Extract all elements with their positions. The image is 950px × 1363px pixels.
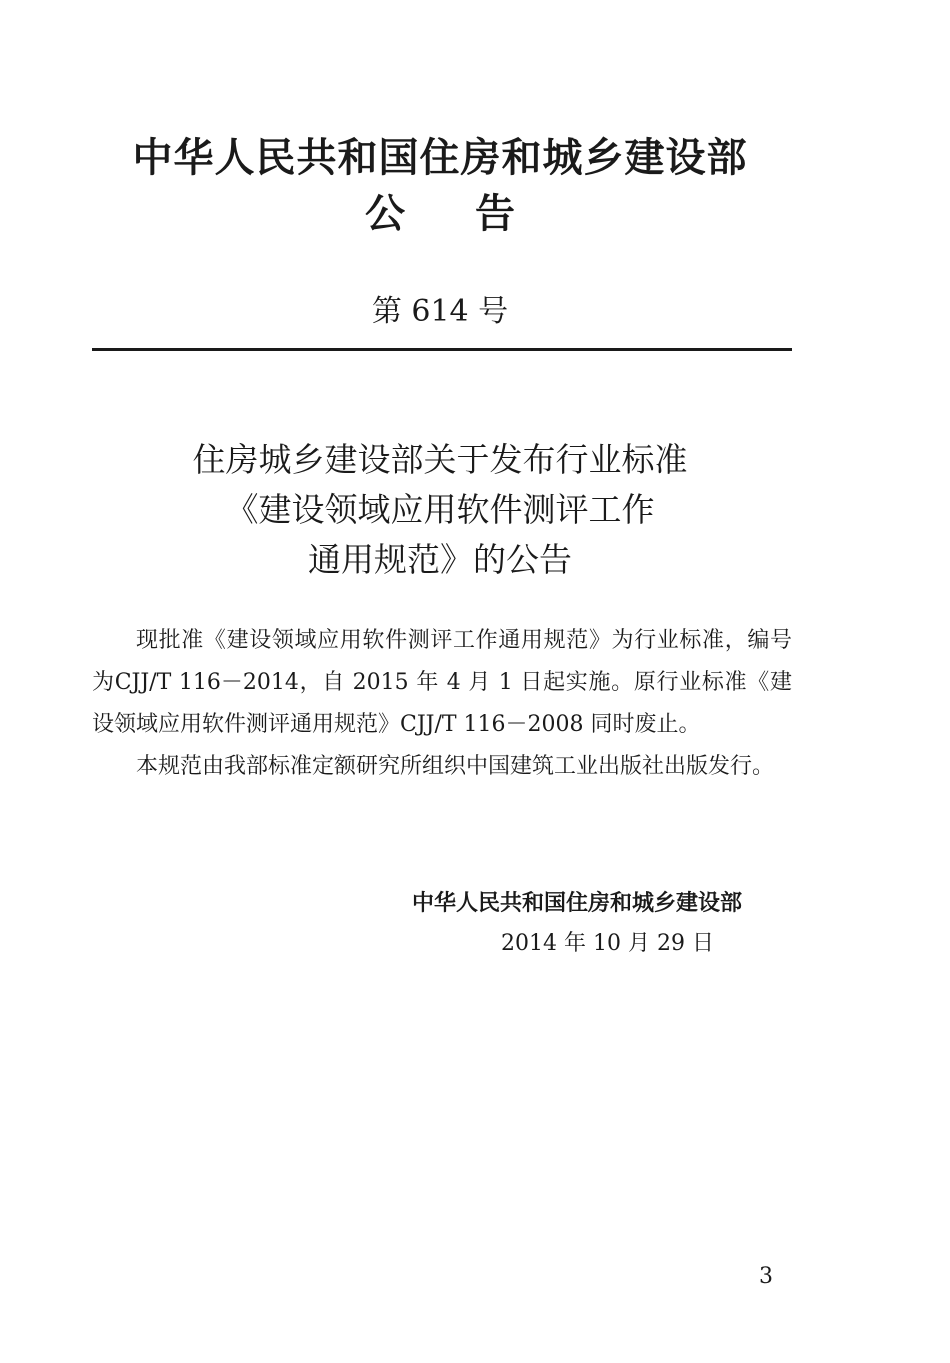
notice-title <box>0 435 880 585</box>
page-number: 3 <box>759 1264 773 1289</box>
issuer-heading: 中华人民共和国住房和城乡建设部 <box>132 135 748 181</box>
document-number: 第 614 号 <box>371 294 509 329</box>
signature-issuer: 中华人民共和国住房和城乡建设部 <box>411 891 742 916</box>
header-divider <box>92 348 792 351</box>
notice-title-line-3: 通用规范》的公告 <box>308 540 572 579</box>
body-paragraph-approval: 现批准《建设领域应用软件测评工作通用规范》为行业标准，编号为CJJ/T 116－2014，自 2015 年 4 月 1 日起实施。原行业标准《建设领域应用软件测评通用规范》CJJ/T 116－2008 同时废止。 <box>92 628 792 737</box>
body-paragraph-publication: 本规范由我部标准定额研究所组织中国建筑工业出版社出版发行。 <box>136 754 775 779</box>
notice-body <box>92 620 792 788</box>
notice-title-line-2: 《建设领域应用软件测评工作 <box>225 490 655 529</box>
document-type-heading: 公告 <box>365 191 585 237</box>
notice-title-line-1: 住房城乡建设部关于发布行业标准 <box>192 440 688 479</box>
signature-date: 2014 年 10 月 29 日 <box>501 931 714 956</box>
